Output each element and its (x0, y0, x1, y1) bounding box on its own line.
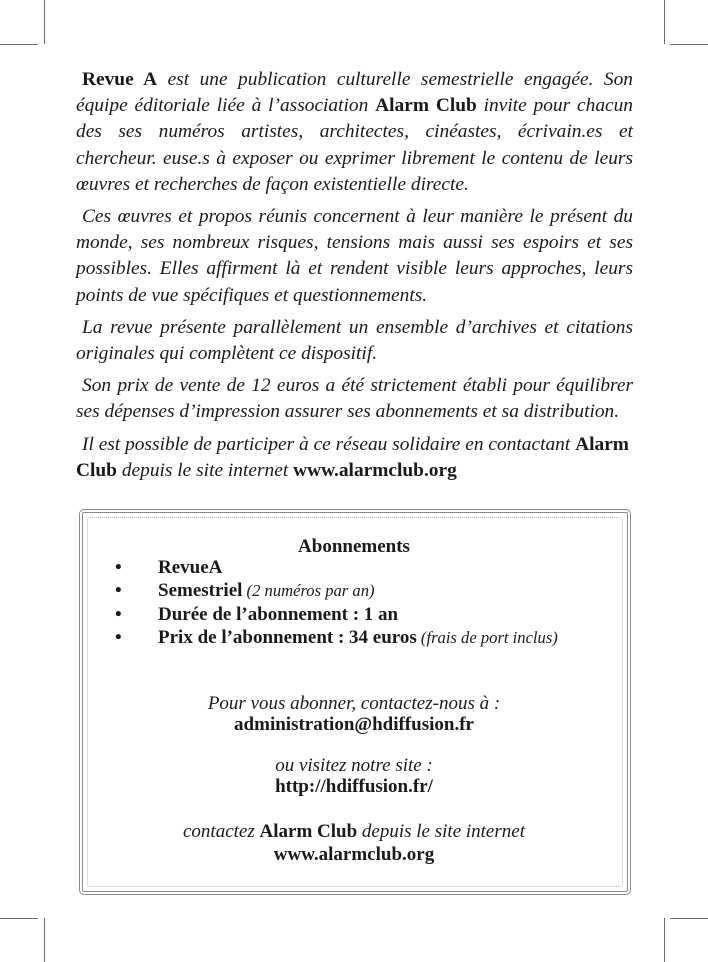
hdiffusion-site-link[interactable]: http://hdiffusion.fr/ (275, 776, 433, 797)
bullet-icon: • (115, 603, 122, 625)
visit-prompt: ou visitez notre site : (275, 755, 433, 776)
alarm-club-name: Alarm Club (259, 821, 358, 842)
list-item (115, 626, 558, 649)
list-item (115, 556, 558, 579)
alarm-word: Alarm (575, 433, 629, 455)
intro-text (76, 67, 633, 490)
intro-p1-text-1: est une publication culturelle semestrielle engagée. Son équipe éditoriale liée à l’association (76, 69, 633, 117)
list-item-label: Semestriel (158, 580, 243, 602)
contact-prompt: Pour vous abonner, contactez-nous à : (207, 693, 501, 714)
intro-p5-text-2: depuis le site internet (116, 459, 294, 481)
club-word: Club (76, 459, 117, 481)
list-item (115, 579, 558, 602)
bullet-icon: • (115, 557, 122, 578)
crop-mark-top-right-horizontal (670, 44, 708, 45)
intro-paragraph-1 (76, 67, 633, 198)
alarmclub-site-link[interactable]: www.alarmclub.org (273, 844, 435, 865)
intro-p1-text-2: invite pour chacun des ses numéros artistes, architectes, cinéastes, écrivain.es et chercheur. euse.s à exposer ou exprimer librement le contenu de leurs œuvres et recherches de façon existentielle directe. (76, 95, 634, 195)
bullet-icon: • (115, 626, 122, 648)
intro-paragraph-3: La revue présente parallèlement un ensemble d’archives et citations originales qui complètent ce dispositif. (76, 316, 633, 365)
intro-paragraph-4: Son prix de vente de 12 euros a été strictement établi pour équilibrer ses dépenses d’impression assurer ses abonnements et sa distribution. (76, 375, 633, 423)
list-item-note: (2 numéros par an) (242, 581, 375, 601)
list-item-label: RevueA (158, 557, 223, 578)
intro-paragraph-2: Ces œuvres et propos réunis concernent à leur manière le présent du monde, ses nombreux risques, tensions mais aussi ses espoirs et ses possibles. Elles affirment là et rendent visible leurs approches, leurs points de vue spécifiques et questionnements. (76, 206, 633, 306)
crop-mark-bottom-left-vertical (44, 918, 45, 962)
crop-mark-top-right-vertical (664, 0, 665, 44)
crop-mark-bottom-left-horizontal (0, 918, 38, 919)
crop-mark-bottom-right-vertical (664, 918, 665, 962)
alarmclub-url[interactable]: www.alarmclub.org (293, 459, 457, 481)
list-item-note: (frais de port inclus) (416, 627, 558, 647)
crop-mark-bottom-right-horizontal (670, 918, 708, 919)
alarm-contact-text-2: depuis le site internet (357, 821, 525, 842)
revue-a-name: Revue A (82, 69, 158, 90)
list-item (115, 603, 558, 626)
list-item-label: Durée de l’abonnement : 1 an (158, 603, 399, 625)
intro-paragraph-5 (76, 432, 633, 484)
list-item-label: Prix de l’abonnement : 34 euros (158, 626, 417, 648)
bullet-icon: • (115, 580, 122, 602)
alarm-club-name: Alarm Club (375, 95, 477, 117)
intro-p5-text-1: Il est possible de participer à ce réseau solidaire en contactant (82, 433, 576, 455)
subscription-title: Abonnements (298, 536, 410, 557)
crop-mark-top-left-horizontal (0, 44, 38, 45)
contact-email[interactable]: administration@hdiffusion.fr (234, 714, 474, 735)
alarm-contact-text-1: contactez (183, 821, 260, 842)
crop-mark-top-left-vertical (44, 0, 45, 44)
alarm-club-contact-line (0, 820, 708, 844)
subscription-list (115, 556, 558, 649)
